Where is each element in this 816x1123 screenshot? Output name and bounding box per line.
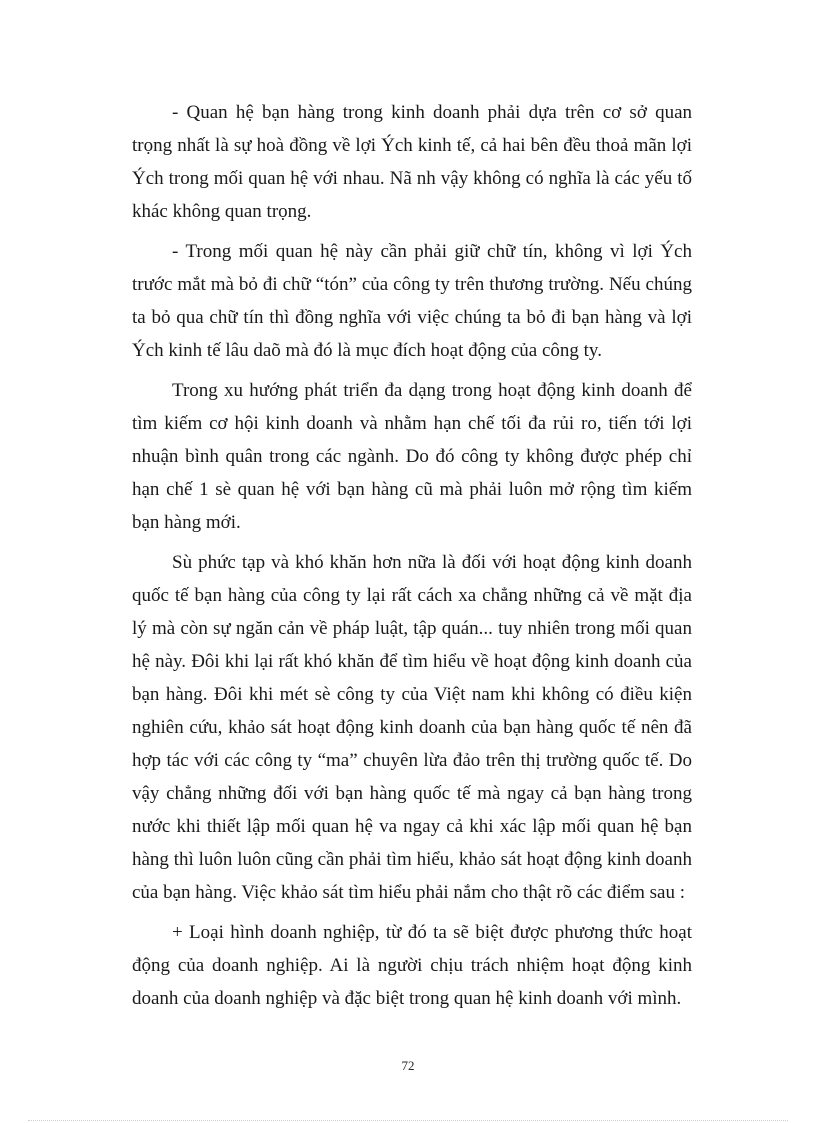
paragraph-1: - Quan hệ bạn hàng trong kinh doanh phải dựa trên cơ sở quan trọng nhất là sự hoà đồng về lợi Ých kinh tế, cả hai bên đều thoả mãn lợi Ých trong mối quan hệ với nhau. Nã nh vậy không có nghĩa là các yếu tố khác không quan trọng.	[132, 102, 692, 222]
page-number: 72	[401, 1058, 415, 1073]
paragraph-5: + Loại hình doanh nghiệp, từ đó ta sẽ biệt được phương thức hoạt động của doanh nghiệp. Ai là người chịu trách nhiệm hoạt động kinh doanh của doanh nghiệp và đặc biệt trong quan hệ kinh doanh với mình.	[132, 922, 692, 1009]
paragraph-2: - Trong mối quan hệ này cần phải giữ chữ tín, không vì lợi Ých trước mắt mà bỏ đi chữ “tón” của công ty trên thương trường. Nếu chúng ta bỏ qua chữ tín thì đồng nghĩa với việc chúng ta bỏ đi bạn hàng và lợi Ých kinh tế lâu daõ mà đó là mục đích hoạt động của công ty.	[132, 241, 692, 361]
paragraph-4: Sù phức tạp và khó khăn hơn nữa là đối với hoạt động kinh doanh quốc tế bạn hàng của công ty lại rất cách xa chẳng những cả về mặt địa lý mà còn sự ngăn cản về pháp luật, tập quán... tuy nhiên trong mối quan hệ này. Đôi khi lại rất khó khăn để tìm hiểu về hoạt động kinh doanh của bạn hàng. Đôi khi mét sè công ty của Việt nam khi không có điều kiện nghiên cứu, khảo sát hoạt động kinh doanh của bạn hàng quốc tế nên đã hợp tác với các công ty “ma” chuyên lừa đảo trên thị trường quốc tế. Do vậy chẳng những đối với bạn hàng quốc tế mà ngay cả bạn hàng trong nước khi thiết lập mối quan hệ va ngay cả khi xác lập mối quan hệ bạn hàng thì luôn luôn cũng cần phải tìm hiểu, khảo sát hoạt động kinh doanh của bạn hàng. Việc khảo sát tìm hiểu phải nắm cho thật rõ các điểm sau :	[132, 552, 692, 903]
page-bottom-divider	[28, 1120, 788, 1121]
document-body	[132, 96, 692, 1022]
paragraph-3: Trong xu hướng phát triển đa dạng trong hoạt động kinh doanh để tìm kiếm cơ hội kinh doanh và nhằm hạn chế tối đa rủi ro, tiến tới lợi nhuận bình quân trong các ngành. Do đó công ty không được phép chỉ hạn chế 1 sè quan hệ với bạn hàng cũ mà phải luôn mở rộng tìm kiếm bạn hàng mới.	[132, 380, 692, 533]
